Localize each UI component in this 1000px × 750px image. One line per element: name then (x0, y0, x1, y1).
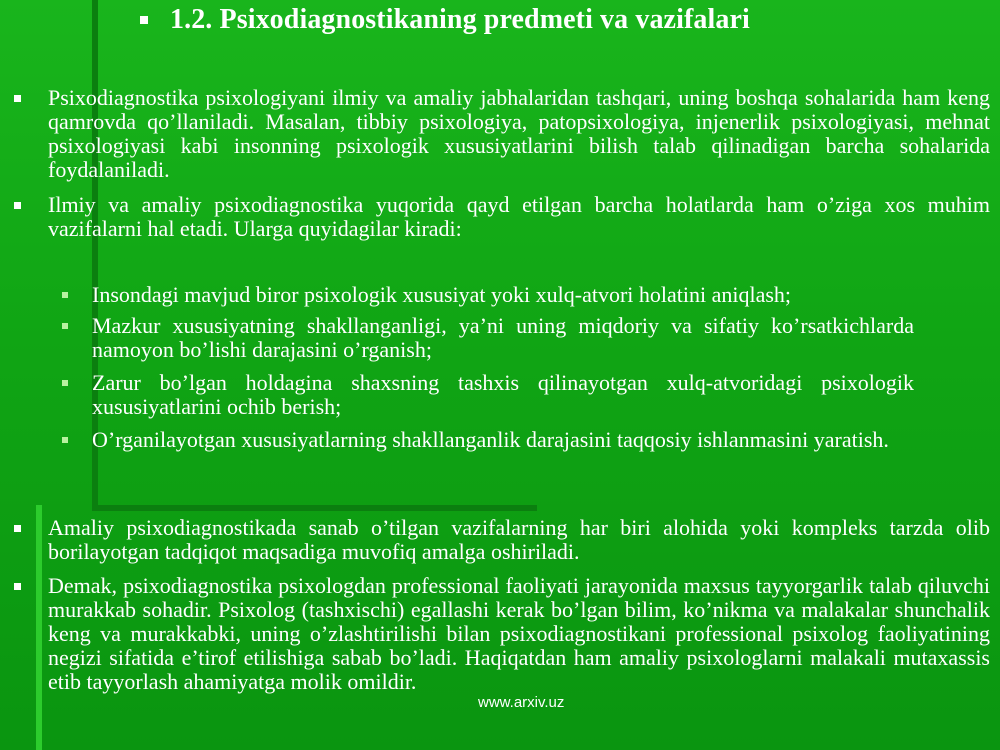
bullet-icon (140, 16, 148, 24)
paragraph-3 (0, 516, 1000, 564)
bullet-icon (14, 583, 21, 590)
sub-item-1 (0, 283, 1000, 307)
bullet-icon (62, 437, 68, 443)
bullet-icon (14, 202, 21, 209)
bullet-icon (62, 380, 68, 386)
bullet-icon (62, 292, 68, 298)
paragraph-4 (0, 574, 1000, 694)
slide-title: 1.2. Psixodiagnostikaning predmeti va vazifalari (170, 4, 750, 35)
bullet-icon (62, 323, 68, 329)
sub-item-text: Mazkur xususiyatning shakllanganligi, ya’ni uning miqdoriy va sifatiy ko’rsatkichlarda namoyon bo’lishi darajasini o’rganish; (92, 313, 914, 362)
paragraph-text: Ilmiy va amaliy psixodiagnostika yuqorida qayd etilgan barcha holatlarda ham o’ziga xos muhim vazifalarni hal etadi. Ularga quyidagilar kiradi: (48, 192, 990, 241)
paragraph-text: Demak, psixodiagnostika psixologdan professional faoliyati jarayonida maxsus tayyorgarlik talab qiluvchi murakkab sohadir. Psixolog (tashxischi) egallashi kerak bo’lgan bilim, ko’nikma va malakalar shunchalik keng va murakkabki, uning o’zlashtirilishi bilan psixodiagnostikani professional psixolog faoliyatining negizi sifatida e’tirof etilishiga sabab bo’ladi. Haqiqatdan ham amaliy psixologlarni malakali mutaxassis etib tayyorlash ahamiyatga molik omildir. (48, 573, 990, 694)
sub-item-text: Zarur bo’lgan holdagina shaxsning tashxis qilinayotgan xulq-atvoridagi psixologik xususiyatlarini ochib berish; (92, 370, 914, 419)
sub-item-3 (0, 371, 1000, 419)
title-row (140, 4, 750, 36)
bullet-icon (14, 525, 21, 532)
bullet-icon (14, 95, 21, 102)
sub-item-text: Insondagi mavjud biror psixologik xususiyat yoki xulq-atvori holatini aniqlash; (92, 282, 792, 307)
paragraph-2 (0, 193, 1000, 241)
sub-item-4 (0, 428, 1000, 452)
footer-url: www.arxiv.uz (478, 694, 565, 711)
sub-item-text: O’rganilayotgan xususiyatlarning shakllanganlik darajasini taqqosiy ishlanmasini yaratish. (92, 427, 889, 452)
paragraph-text: Amaliy psixodiagnostikada sanab o’tilgan vazifalarning har biri alohida yoki kompleks tarzda olib borilayotgan tadqiqot maqsadiga muvofiq amalga oshiriladi. (48, 515, 990, 564)
paragraph-text: Psixodiagnostika psixologiyani ilmiy va amaliy jabhalaridan tashqari, uning boshqa sohalarida ham keng qamrovda qo’llaniladi. Masalan, tibbiy psixologiya, patopsixologiya, injenerlik psixologiyasi, mehnat psixologiyasi kabi insonning psixologik xususiyatlarini bilish talab qilinadigan barcha sohalarida foydalaniladi. (48, 85, 990, 182)
sub-item-2 (0, 314, 1000, 362)
paragraph-1 (0, 86, 1000, 182)
